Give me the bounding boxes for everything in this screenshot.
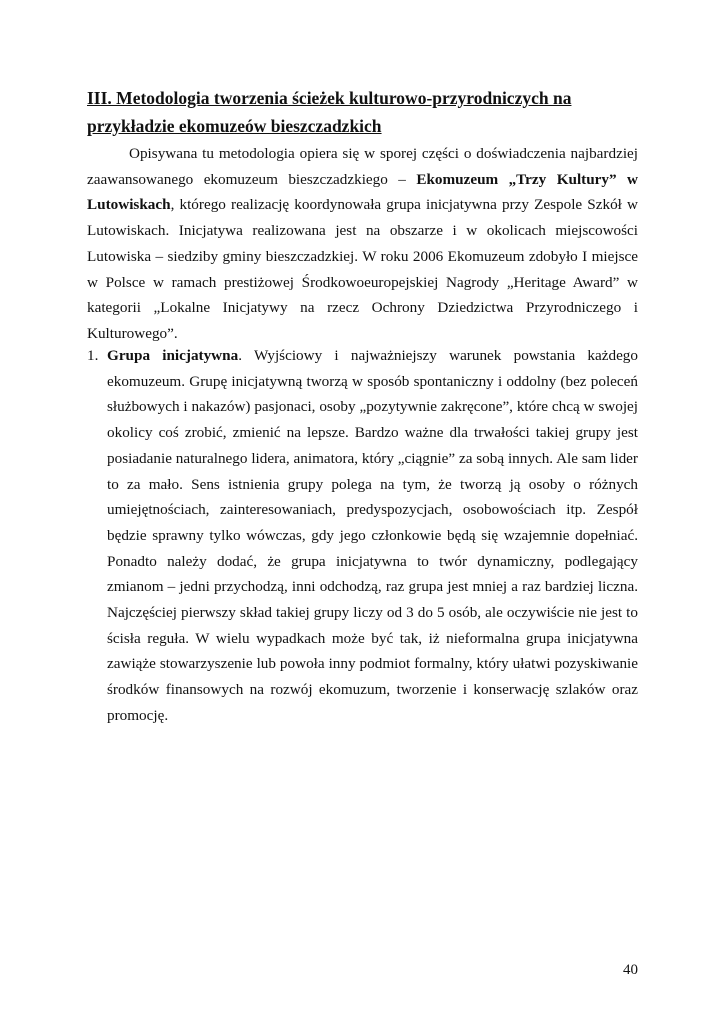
list-item-title: Grupa inicjatywna xyxy=(107,347,239,364)
list-item-text: . Wyjściowy i najważniejszy warunek powstania każdego ekomuzeum. Grupę inicjatywną tworzą w sposób spontaniczny i oddolny (bez poleceń służbowych i nakazów) pasjonaci, osoby „pozytywnie zakręcone”, które chcą w swojej okolicy coś zrobić, zmienić na lepsze. Bardzo ważne dla trwałości takiej grupy jest posiadanie naturalnego lidera, animatora, który „ciągnie” za sobą innych. Ale sam lider to za mało. Sens istnienia grupy polega na tym, że tworzą ją osoby o różnych umiejętnościach, zainteresowaniach, predyspozycjach, osobowościach itp. Zespół będzie sprawny tylko wówczas, gdy jego członkowie będą się wzajemnie dopełniać. Ponadto należy dodać, że grupa inicjatywna to twór dynamiczny, podlegający zmianom – jedni przychodzą, inni odchodzą, raz grupa jest mniej a raz bardziej liczna. Najczęściej pierwszy skład takiej grupy liczy od 3 do 5 osób, ale oczywiście nie jest to ścisła reguła. W wielu wypadkach może być tak, iż nieformalna grupa inicjatywna zawiąże stowarzyszenie lub powoła inny podmiot formalny, który ułatwi pozyskiwanie środków finansowych na rozwój ekomuzum, tworzenie i konserwację szlaków oraz promocję. xyxy=(107,347,638,724)
list-item xyxy=(87,343,638,729)
intro-text-end: , którego realizację koordynowała grupa inicjatywna przy Zespole Szkół w Lutowiskach. Inicjatywa realizowana jest na obszarze i w okolicach miejscowości Lutowiska – siedziby gminy bieszczadzkiej. W roku 2006 Ekomuzeum zdobyło I miejsce w Polsce w ramach prestiżowej Środkowoeuropejskiej Nagrody „Heritage Award” w kategorii „Lokalne Inicjatywy na rzecz Ochrony Dziedzictwa Przyrodniczego i Kulturowego”. xyxy=(87,196,638,342)
section-heading-line-2: przykładzie ekomuzeów bieszczadzkich xyxy=(87,116,382,136)
intro-paragraph xyxy=(87,141,638,347)
intro-bold-name: Ekomuzeum „Trzy Kultury” w Lutowiskach xyxy=(87,170,638,214)
list-item-number: 1. xyxy=(87,347,99,364)
intro-text-start: Opisywana tu metodologia opiera się w sporej części o doświadczenia najbardziej zaawansowanego ekomuzeum bieszczadzkiego – xyxy=(87,145,638,188)
section-heading-line-1: III. Metodologia tworzenia ścieżek kulturowo-przyrodniczych na xyxy=(87,88,572,108)
page-number: 40 xyxy=(623,962,638,978)
numbered-list xyxy=(87,343,638,729)
section-heading xyxy=(87,84,647,140)
